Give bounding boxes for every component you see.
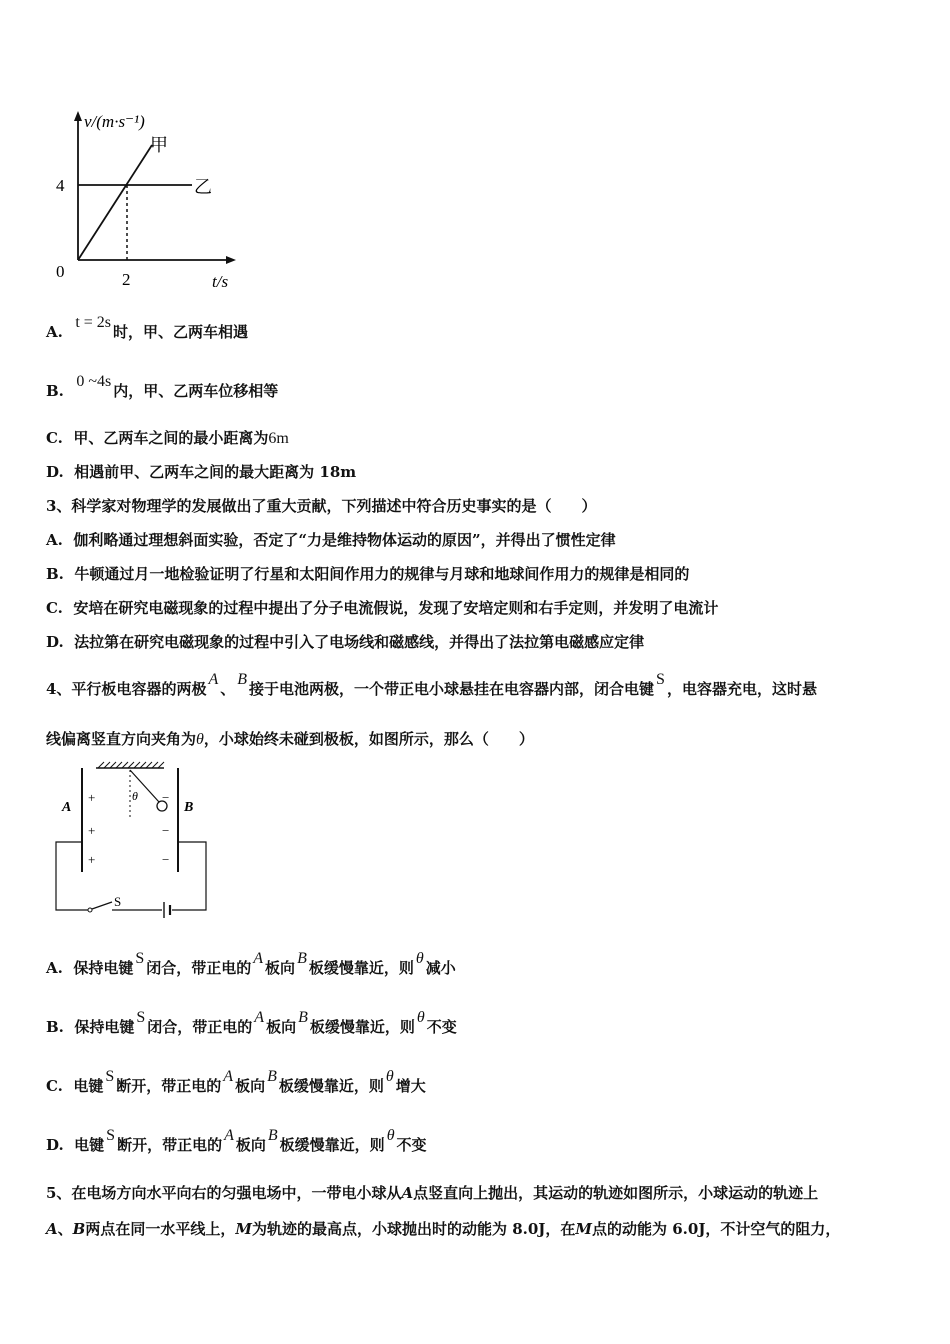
line-yi-label: 乙 (194, 177, 212, 197)
x-axis-label: t/s (212, 272, 229, 291)
q2-option-c: C. 甲、乙两车之间的最小距离为6m (46, 429, 289, 447)
velocity-time-graph (50, 105, 260, 295)
q4-option-c: C. 电键S断开，带正电的A板向B板缓慢靠近，则θ增大 (46, 1068, 426, 1095)
switch-label: S (114, 894, 122, 909)
q2-option-d: D. 相遇前甲、乙两车之间的最大距离为 18m (46, 463, 357, 481)
q5-line2: A、B两点在同一水平线上，M为轨迹的最高点，小球抛出时的动能为 8.0J，在M点的动能为 6.0J，不计空气的阻力， (46, 1220, 841, 1238)
plus-2: + (88, 823, 96, 838)
q4-stem-line2: 线偏离竖直方向夹角为θ，小球始终未碰到极板，如图所示，那么（ ） (46, 730, 534, 748)
y-axis-label: v/(m·s⁻¹) (84, 112, 145, 131)
origin-label: 0 (56, 262, 65, 281)
q4-option-b: B. 保持电键S闭合，带正电的A板向B板缓慢靠近，则θ不变 (46, 1009, 457, 1036)
y-tick-label: 4 (56, 176, 65, 195)
math-t2s: t = 2s (75, 314, 112, 331)
q3-stem: 3、科学家对物理学的发展做出了重大贡献，下列描述中符合历史事实的是（ ） (46, 497, 597, 515)
line-jia-label: 甲 (150, 135, 168, 155)
minus-2: − (162, 823, 170, 838)
switch-pivot (88, 908, 92, 912)
theta-label: θ (132, 789, 138, 803)
plus-1: + (88, 790, 96, 805)
q4-option-d: D. 电键S断开，带正电的A板向B板缓慢靠近，则θ不变 (46, 1127, 427, 1154)
q3-option-c: C. 安培在研究电磁现象的过程中提出了分子电流假说，发现了安培定则和右手定则，并发明了电流计 (46, 599, 719, 617)
math-6m: 6m (268, 430, 289, 447)
x-tick-label: 2 (122, 270, 131, 289)
plate-b-label: B (184, 800, 194, 815)
x-axis-arrow (226, 256, 236, 264)
q5-line1: 5、在电场方向水平向右的匀强电场中，一带电小球从A点竖直向上抛出，其运动的轨迹如图所示，小球运动的轨迹上 (46, 1184, 819, 1202)
minus-3: − (162, 852, 170, 867)
q3-option-b: B. 牛顿通过月一地检验证明了行星和太阳间作用力的规律与月球和地球间作用力的规律是相同的 (46, 565, 690, 583)
q4-option-a: A. 保持电键S闭合，带正电的A板向B板缓慢靠近，则θ减小 (46, 950, 456, 977)
q3-option-d: D. 法拉第在研究电磁现象的过程中引入了电场线和磁感线，并得出了法拉第电磁感应定律 (46, 633, 645, 651)
switch-blade (92, 902, 112, 909)
y-axis-arrow (74, 111, 82, 121)
capacitor-diagram (50, 760, 220, 920)
q3-option-a: A. 伽利略通过理想斜面实验，否定了“力是维持物体运动的原因”，并得出了惯性定律 (46, 531, 616, 549)
q2-option-b: B. 0 ~4s内，甲、乙两车位移相等 (46, 373, 279, 400)
ceiling-hatch (98, 762, 164, 768)
wire-left (56, 842, 88, 910)
plus-3: + (88, 852, 96, 867)
plate-a-label: A (62, 800, 72, 815)
minus-1: − (162, 790, 170, 805)
line-jia (78, 145, 152, 260)
q2-option-a: A. t = 2s时，甲、乙两车相遇 (46, 314, 249, 341)
q4-stem-line1: 4、平行板电容器的两极A、B接于电池两极，一个带正电小球悬挂在电容器内部，闭合电键S，电容器充电，这时悬 (46, 671, 817, 698)
math-0-4s: 0 ~4s (76, 373, 112, 390)
